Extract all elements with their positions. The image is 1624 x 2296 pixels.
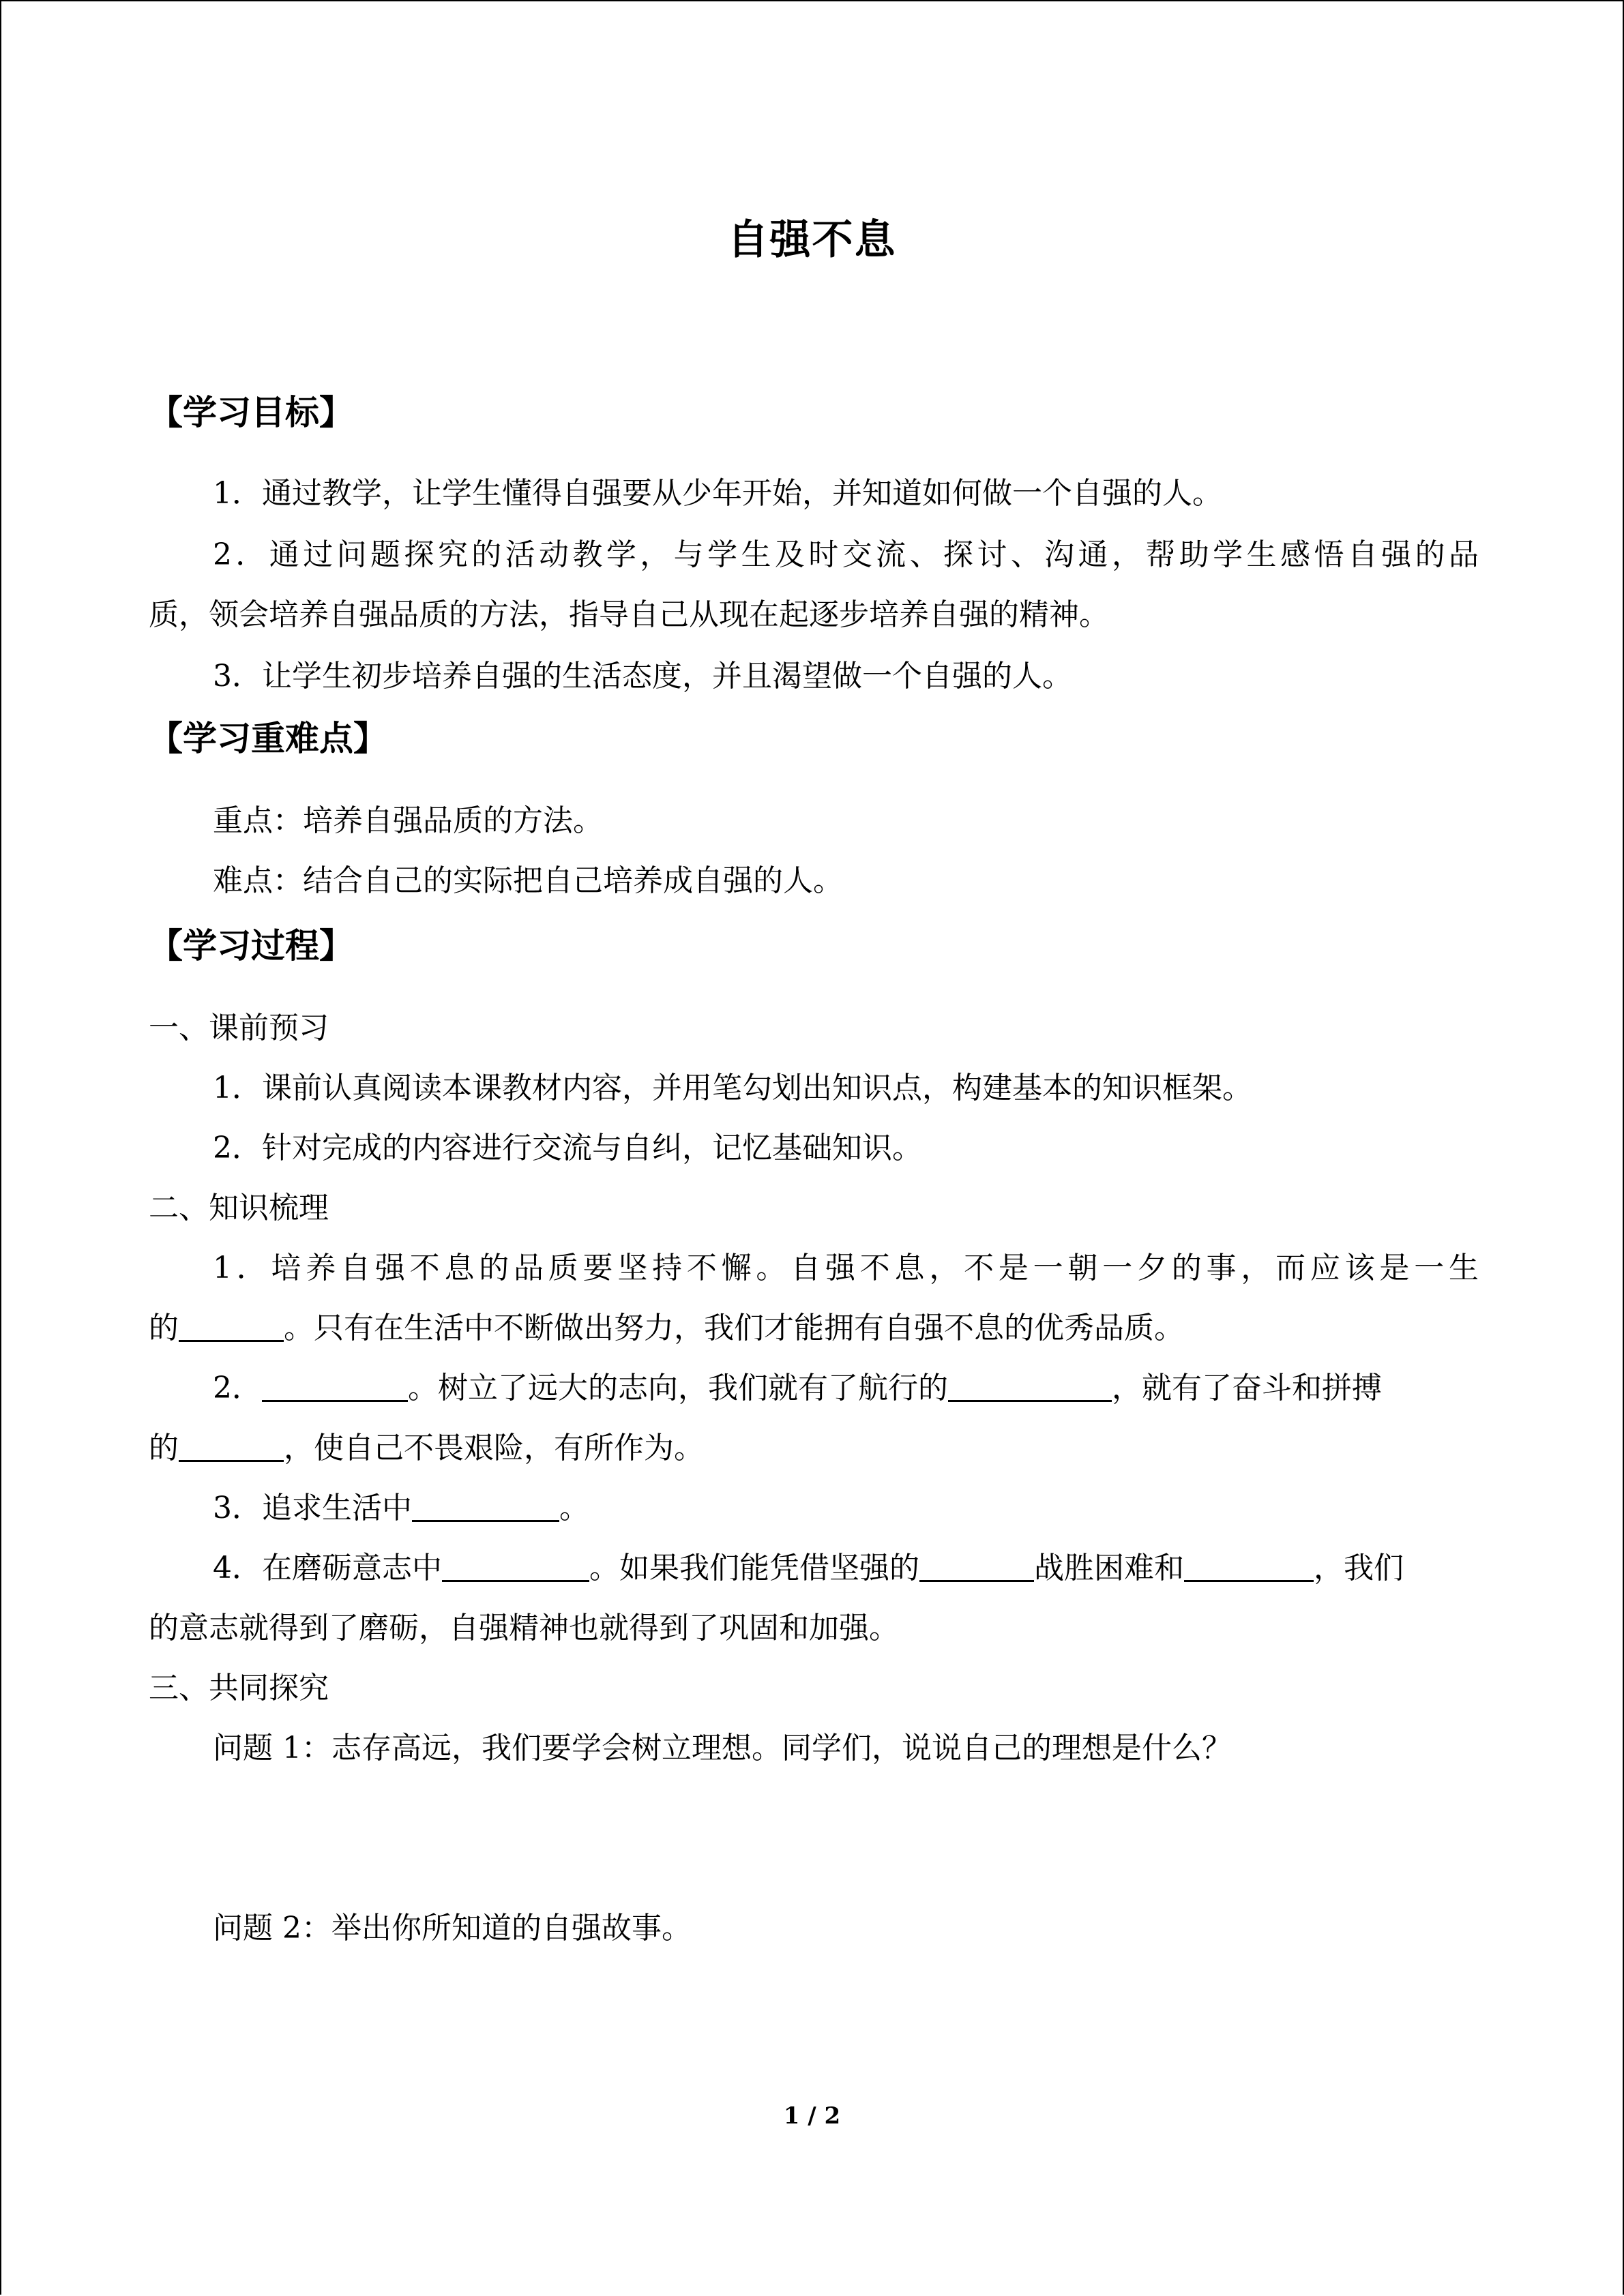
knowledge-text: 的 — [149, 1311, 179, 1345]
subsection-heading-explore: 三、共同探究 — [149, 1671, 329, 1705]
explore-question-2: 问题 2：举出你所知道的自强故事。 — [213, 1911, 692, 1945]
fill-in-blank[interactable] — [179, 1309, 284, 1342]
knowledge-item-4-line-2: 的意志就得到了磨砺，自强精神也就得到了巩固和加强。 — [149, 1611, 899, 1645]
subsection-heading-preview: 一、课前预习 — [149, 1011, 329, 1045]
goal-item-3: 3．让学生初步培养自强的生活态度，并且渴望做一个自强的人。 — [213, 659, 1072, 694]
knowledge-item-4-line-1 — [213, 1548, 1543, 1589]
knowledge-text: 战胜困难和 — [1034, 1551, 1184, 1585]
fill-in-blank[interactable] — [1184, 1549, 1314, 1582]
knowledge-text: ，就有了奋斗和拼搏 — [1112, 1371, 1382, 1405]
knowledge-item-2-line-2 — [149, 1428, 1479, 1469]
knowledge-text: 。树立了远大的志向，我们就有了航行的 — [408, 1371, 948, 1405]
section-heading-key-points: 【学习重难点】 — [149, 719, 387, 758]
knowledge-item-1-line-1: 1．培养自强不息的品质要坚持不懈。自强不息，不是一朝一夕的事，而应该是一生 — [213, 1251, 1479, 1285]
goal-item-1: 1．通过教学，让学生懂得自强要从少年开始，并知道如何做一个自强的人。 — [213, 476, 1222, 511]
section-heading-process: 【学习过程】 — [149, 926, 353, 966]
fill-in-blank[interactable] — [179, 1429, 284, 1462]
key-point: 重点：培养自强品质的方法。 — [213, 803, 603, 838]
knowledge-item-1-line-2 — [149, 1308, 1479, 1349]
difficult-point: 难点：结合自己的实际把自己培养成自强的人。 — [213, 863, 843, 898]
goal-item-2-line-1: 2．通过问题探究的活动教学，与学生及时交流、探讨、沟通，帮助学生感悟自强的品 — [213, 537, 1479, 572]
knowledge-text: 的 — [149, 1431, 179, 1465]
knowledge-text: 3．追求生活中 — [213, 1491, 412, 1525]
document-title: 自强不息 — [727, 216, 897, 264]
knowledge-text: 。如果我们能凭借坚强的 — [589, 1551, 919, 1585]
goal-item-2-line-2: 质，领会培养自强品质的方法，指导自己从现在起逐步培养自强的精神。 — [149, 597, 1109, 632]
fill-in-blank[interactable] — [262, 1369, 408, 1402]
explore-question-1: 问题 1：志存高远，我们要学会树立理想。同学们，说说自己的理想是什么？ — [213, 1731, 1232, 1765]
knowledge-text: 。 — [559, 1491, 589, 1525]
knowledge-text: ，使自己不畏艰险，有所作为。 — [284, 1431, 704, 1465]
preview-item-2: 2．针对完成的内容进行交流与自纠，记忆基础知识。 — [213, 1131, 922, 1165]
knowledge-text: 2． — [213, 1371, 262, 1405]
knowledge-item-2-line-1 — [213, 1368, 1543, 1409]
fill-in-blank[interactable] — [442, 1549, 589, 1582]
section-heading-goals: 【学习目标】 — [149, 393, 353, 432]
fill-in-blank[interactable] — [948, 1369, 1112, 1402]
page-number: 1 / 2 — [783, 2102, 841, 2130]
fill-in-blank[interactable] — [412, 1489, 559, 1522]
knowledge-item-3 — [213, 1488, 1543, 1529]
preview-item-1: 1．课前认真阅读本课教材内容，并用笔勾划出知识点，构建基本的知识框架。 — [213, 1071, 1252, 1105]
knowledge-text: ，我们 — [1314, 1551, 1404, 1585]
fill-in-blank[interactable] — [919, 1549, 1034, 1582]
subsection-heading-knowledge: 二、知识梳理 — [149, 1191, 329, 1225]
knowledge-text: 。只有在生活中不断做出努力，我们才能拥有自强不息的优秀品质。 — [284, 1311, 1184, 1345]
knowledge-text: 4．在磨砺意志中 — [213, 1551, 442, 1585]
